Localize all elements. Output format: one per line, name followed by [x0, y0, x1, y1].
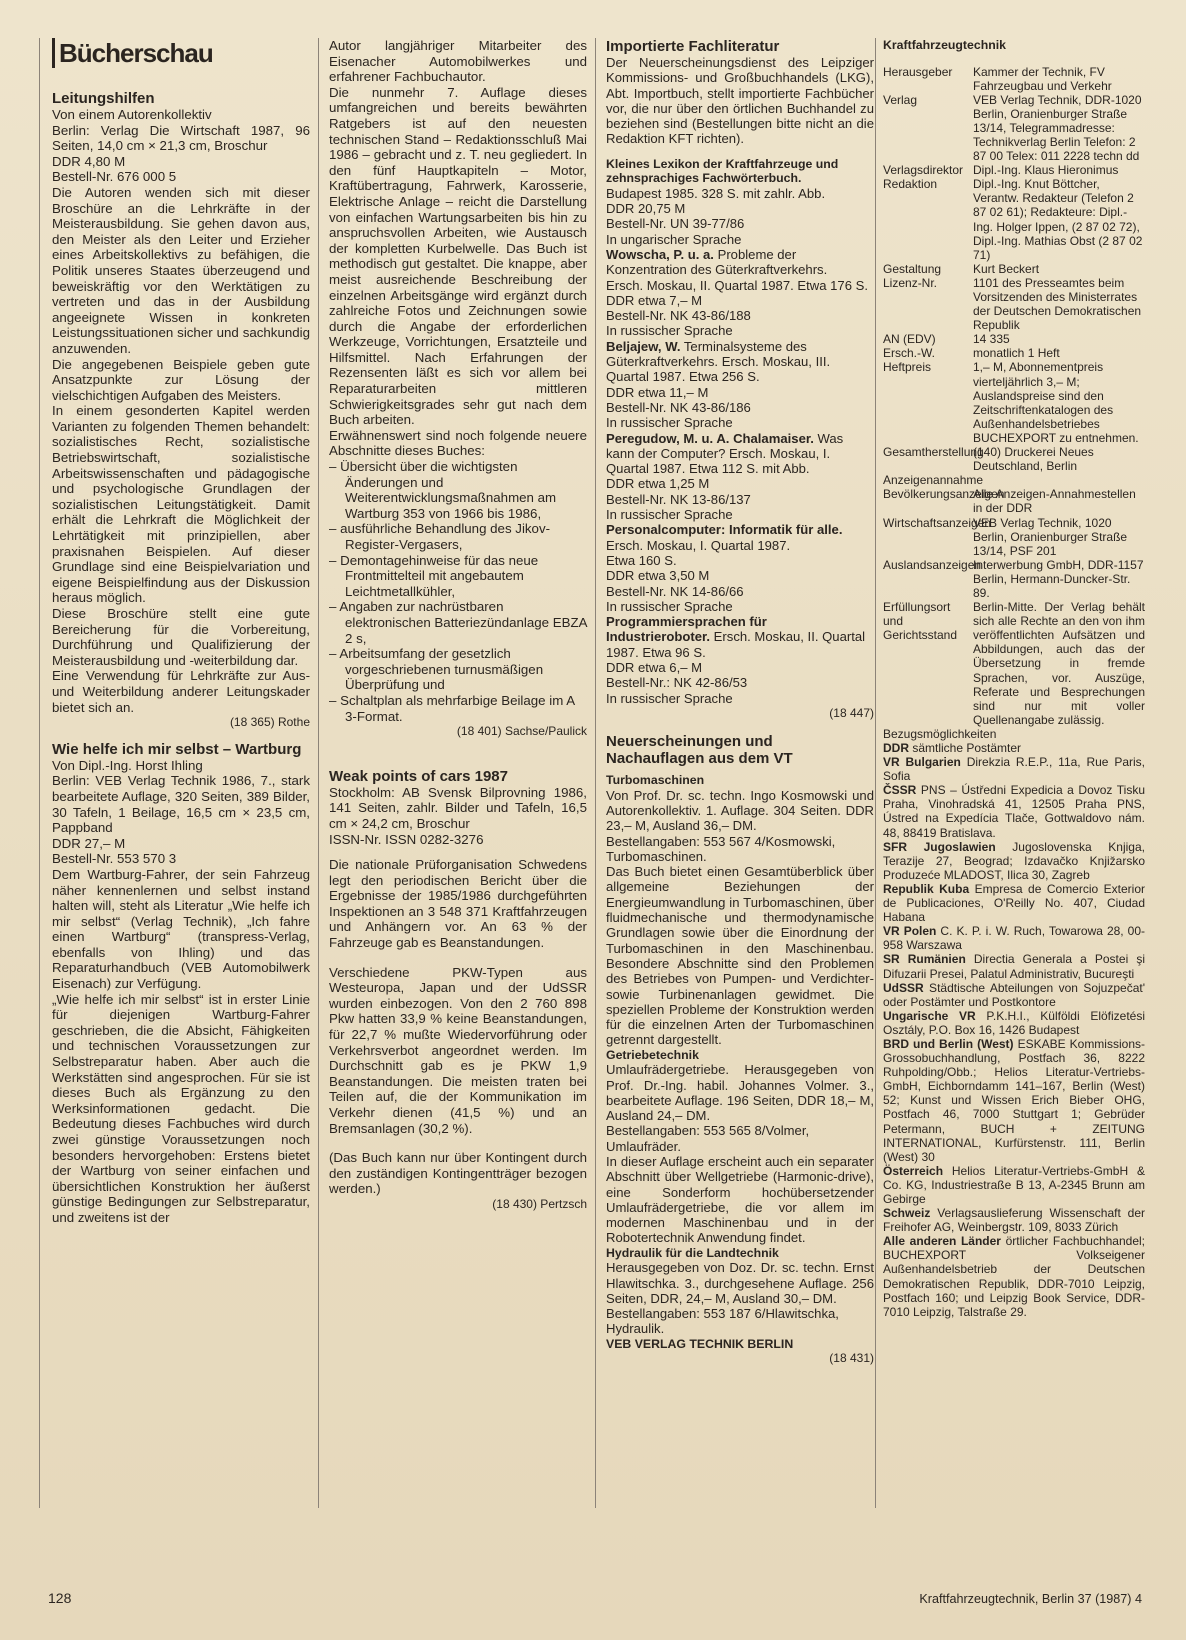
imprint-value: monatlich 1 Heft: [973, 346, 1060, 361]
distributor-address: Jugoslovenska Knjiga, Terazije 27, Beograd; Izdavačko Knjižarsko Produzeće MLADOST, Ilica 30, Zagreb: [883, 839, 1145, 882]
imprint-row: [883, 276, 1145, 332]
imprint-row: [883, 332, 1145, 346]
review-paragraph: In einem gesonderten Kapitel werden Varianten zu folgenden Themen behandelt: sozialistisches Recht, sozialistische Betriebswirtschaft, sozialistische Arbeitswissenschaften und pädagogische und psychologische Grundlagen der sozialistischen Leitungstätigkeit. Damit erhält die Lehrkraft die Möglichkeit der Lehrtätigkeit mit prinzipiellen, aber praxisnahen Beispielen. Auf dieser Grundlage sind eine Beispielvariation und eigene Beispielfindung aus der Diskussion heraus möglich.: [52, 403, 310, 606]
distributor-address: P.K.H.I., Külföldi Elöfizetési Osztály, P.O. Box 16, 1426 Budapest: [883, 1008, 1146, 1037]
imprint-value: Interwerbung GmbH, DDR-1157 Berlin, Hermann-Duncker-Str. 89.: [973, 557, 1144, 600]
imprint-label: Erfüllungsort und Gerichtsstand: [883, 600, 958, 643]
review-price: DDR 4,80 M: [52, 153, 126, 169]
review-author: Von Dipl.-Ing. Horst Ihling: [52, 757, 203, 773]
vt-book-heading: Hydraulik für die Landtechnik: [606, 1245, 779, 1260]
review-price: DDR 27,– M: [52, 835, 126, 851]
book-line: Bestell-Nr. NK 14-86/66: [606, 583, 744, 599]
vt-book-details: Von Prof. Dr. sc. techn. Ingo Kosmowski und Autorenkollektiv. 1. Auflage. 304 Seiten. DDR 23,– M, Ausland 36,– DM.: [606, 787, 874, 834]
distributor-entry: [883, 840, 1145, 882]
distributor-country: UdSSR: [883, 980, 924, 995]
book-entry: [606, 247, 874, 339]
imprint-label: Auslandsanzeigen: [883, 557, 982, 572]
imprint-label: Ersch.-W.: [883, 346, 936, 361]
vt-book-order: Bestellangaben: 553 187 6/Hlawitschka, Hydraulik.: [606, 1306, 839, 1337]
review-signature: (18 430) Pertzsch: [492, 1196, 587, 1211]
imprint-label: Gestaltung: [883, 261, 942, 276]
book-line: Budapest 1985. 328 S. mit zahlr. Abb.: [606, 185, 826, 201]
imprint-label: Wirtschaftsanzeigen: [883, 515, 992, 530]
review-paragraph: Die nationale Prüforganisation Schwedens legt den periodischen Bericht über die Ergebnisse der 1985/1986 durchgeführten Inspektionen an 3 548 371 Kraftfahrzeugen und Anhängern vor. An 63 % der Fahrzeuge gab es Beanstandungen.: [329, 857, 587, 951]
book-line: Bestell-Nr. NK 13-86/137: [606, 491, 751, 507]
distributor-country: Ungarische VR: [883, 1008, 976, 1023]
column-1: [52, 38, 310, 1226]
section-title: Importierte Fachliteratur: [606, 38, 780, 55]
column-rule-1: [39, 38, 40, 1508]
review-publication: Stockholm: AB Svensk Bilprovning 1986, 141 Seiten, zahlr. Bilder und Tafeln, 16,5 cm × 24,2 cm, Broschur: [329, 784, 587, 831]
distributor-country: DDR: [883, 741, 909, 755]
review-paragraph: „Wie helfe ich mir selbst“ ist in erster Linie für diejenigen Wartburg-Fahrer geschrieben, die die Absicht, Fähigkeiten und technischen Voraussetzungen zur Selbstreparatur haben. Aber auch die Werkstätten sind angesprochen. Für sie ist dieses Buch als Ergänzung zu den Werksinformationen gedacht. Die Bedeutung dieses Fachbuches wird durch zwei günstige Voraussetzungen noch besonders hervorgehoben: Erstens bietet der Wartburg von seiner einfachen und übersichtlichen Konstruktion her äußerst günstige Bedingungen zur Selbstreparatur, und zweitens ist der: [52, 991, 310, 1225]
review-issn: ISSN-Nr. ISSN 0282-3276: [329, 831, 484, 847]
list-item: – Demontagehinweise für das neue Frontmittelteil mit angebautem Leichtmetallkühler,: [329, 552, 539, 599]
book-line: Ersch. Moskau, I. Quartal 1987.: [606, 537, 791, 553]
book-entry: [606, 431, 874, 523]
imprint-value: (140) Druckerei Neues Deutschland, Berlin: [973, 445, 1094, 474]
distributor-address: sämtliche Postämter: [909, 741, 1022, 755]
section-intro: Der Neuerscheinungsdienst des Leipziger Kommissions- und Großbuchhandels (LKG), Abt. Importbuch, stellt importierte Fachbücher vor, die nur über den örtlichen Buchhandel zu beziehen sind (Bestellungen bitte nicht an die Redaktion KFT richten).: [606, 55, 874, 147]
imprint-column: [883, 38, 1145, 1319]
distributor-entry: [883, 1206, 1145, 1234]
column-rule-2: [318, 38, 319, 1508]
book-entry: [606, 522, 874, 614]
list-item: – Übersicht über die wichtigsten Änderungen und Weiterentwicklungsmaßnahmen am Wartburg 353 von 1966 bis 1986,: [329, 459, 557, 521]
book-line: In russischer Sprache: [606, 323, 733, 339]
book-author: Personalcomputer: Informatik für alle.: [606, 522, 843, 538]
review-title: Weak points of cars 1987: [329, 767, 508, 785]
book-title: Probleme der Konzentration des Güterkraftverkehrs.: [606, 246, 828, 278]
distributor-entry: [883, 981, 1145, 1009]
distributor-country: VR Bulgarien: [883, 755, 961, 770]
book-line: DDR 20,75 M: [606, 201, 686, 217]
distributor-entry: [883, 755, 1145, 783]
imprint-value: 1101 des Presseamtes beim Vorsitzenden des Ministerrates der Deutschen Demokratischen Republik: [973, 275, 1142, 333]
column-rule-4: [875, 38, 876, 1508]
book-line: Bestell-Nr. NK 43-86/186: [606, 399, 751, 415]
distributor-country: Schweiz: [883, 1206, 931, 1221]
distributor-address: örtlicher Fachbuchhandel; BUCHEXPORT Volkseigener Außenhandelsbetrieb der Deutschen Demokratischen Republik, DDR-7010 Leipzig, Postfach 160; und Leipzig Book Service, DDR-7010 Leipzig, Talstraße 29.: [883, 1234, 1145, 1319]
distributor-entry: [883, 1009, 1145, 1037]
vt-book-details: Herausgegeben von Doz. Dr. sc. techn. Ernst Hlawitschka. 3., durchgesehene Auflage. 256 Seiten, DDR, 24,– M, Ausland 30,– DM.: [606, 1260, 874, 1306]
book-line: DDR etwa 1,25 M: [606, 476, 710, 492]
review-paragraph: Verschiedene PKW-Typen aus Westeuropa, Japan und der UdSSR wurden einbezogen. Von den 2 760 898 Pkw hatten 33,9 % keine Beanstandungen, für 22,7 % mußte Wiedervorführung oder Verkehrsverbot angeordnet werden. Im Durchschnitt gab es je PKW 1,9 Beanstandungen. Die meisten traten bei Teilen auf, die der Kommunikation im Verkehr dienen (41,5 %) und an Bremsanlagen (30,2 %).: [329, 964, 587, 1136]
publisher-name: VEB VERLAG TECHNIK BERLIN: [606, 1336, 794, 1351]
review-paragraph: Die Autoren wenden sich mit dieser Broschüre an die Lehrkräfte in der Meisterausbildung. Sie gehen davon aus, den Meister als den Leiter und Erzieher eines Arbeitskollektivs zu befähigen, die Politik unseres Staates überzeugend und beweiskräftig vor den Werktätigen zu vertreten und das in der Ausbildung angeeignete Wissen in konkreten Leistungssituationen sicher und sachkundig anzuwenden.: [52, 184, 310, 356]
vt-book-order: Bestellangaben: 553 565 8/Volmer, Umlaufräder.: [606, 1123, 810, 1154]
book-title: Was kann der Computer? Ersch. Moskau, I. Quartal 1987. Etwa 112 S. mit Abb.: [606, 430, 844, 477]
imprint-title: Kraftfahrzeugtechnik: [883, 38, 1006, 52]
review-paragraph: Dem Wartburg-Fahrer, der sein Fahrzeug näher kennenlernen und selbst instand halten will, steht als Literatur „Wie helfe ich mir selbst“ (Verlag Technik), „Ich fahre einen Wartburg“ (transpress-Verlag, ebenfalls von Ihling) und das Reparaturhandbuch (VEB Automobilwerk Eisenach) zur Verfügung.: [52, 866, 310, 992]
imprint-value: Dipl.-Ing. Knut Böttcher, Verantw. Redakteur (Telefon 2 87 02 61); Redakteure: Dipl.-Ing. Holger Ippen, (2 87 02 72), Dipl.-Ing. Mathias Obst (2 87 02 71): [973, 177, 1143, 262]
book-line: In russischer Sprache: [606, 415, 733, 431]
vt-book-description: Das Buch bietet einen Gesamtüberblick über allgemeine Beziehungen der Energieumwandlung in Turbomaschinen, über fluidmechanische und thermodynamische Grundlagen sowie über die Einordnung der Turbomaschinen in den Maschinenbau. Besondere Abschnitte sind den Problemen des Betriebes von Pumpen- und Verdichter- sowie Turbinenanlagen gewidmet. Die speziellen Probleme der Konstruktion werden für die einzelnen Arten der Turbomaschinen getrennt dargestellt.: [606, 864, 874, 1048]
imprint-row: [883, 262, 1145, 276]
book-author: Wowscha, P. u. a.: [606, 246, 714, 262]
imprint-value: Kurt Beckert: [973, 261, 1040, 276]
distributor-address: PNS – Ústředni Expedicia a Dovoz Tisku Praha, Vinohradská 41, 12505 Praha PNS, Ústred na Expedícia Tlače, Gottwaldovo nám. 48, 88419 Bratislava.: [883, 783, 1145, 840]
list-item: – Arbeitsumfang der gesetzlich vorgeschriebenen turnusmäßigen Überprüfung und: [329, 646, 544, 693]
column-3: [606, 38, 874, 1371]
book-author: Programmiersprachen für Industrieroboter.: [606, 614, 767, 645]
list-item: – ausführliche Behandlung des Jikov-Register-Vergasers,: [329, 521, 551, 552]
review-author: Von einem Autorenkollektiv: [52, 107, 212, 122]
review-wartburg: [52, 741, 310, 1226]
review-order-number: Bestell-Nr. 676 000 5: [52, 169, 177, 185]
distributor-address: ESKABE Kommissions-Grossobuchhandlung, Postfach 36, 8222 Ruhpolding/Obb.; Helios Literatur-Vertriebs-GmbH, Eichborndamm 141–167, Berlin (West) 52; Kunst und Wissen Erich Bieber OHG, Postfach 46, 7000 Stuttgart 1; Gebrüder Petermann, BUCH + ZEITUNG INTERNATIONAL, Kurfürstenstr. 111, Berlin (West) 30: [883, 1036, 1145, 1164]
imprint-heading: Anzeigenannahme: [883, 473, 984, 488]
imprint-value: 14 335: [973, 332, 1010, 347]
vt-book-details: Umlaufrädergetriebe. Herausgegeben von Prof. Dr.-Ing. habil. Johannes Volmer. 3., bearbeitete Auflage. 196 Seiten, DDR 18,– M, Ausland 24,– DM.: [606, 1062, 874, 1124]
book-line: DDR etwa 7,– M: [606, 292, 703, 308]
book-entry: [606, 339, 874, 431]
page-title: Bücherschau: [52, 38, 310, 68]
imprint-label: AN (EDV): [883, 332, 936, 347]
vt-book-order: Bestellangaben: 553 567 4/Kosmowski, Turbomaschinen.: [606, 833, 836, 864]
imprint-value: Dipl.-Ing. Klaus Hieronimus: [973, 163, 1119, 178]
review-paragraph: Die nunmehr 7. Auflage dieses umfangreichen und bereits bewährten Ratgebers ist auf den neuesten technischen Stand – Redaktionsschluß Mai 1986 – gebracht und z. T. neu gegliedert. In den fünf Hauptkapiteln – Motor, Kraftübertragung, Fahrwerk, Karosserie, Elektrische Anlage – reicht die Darstellung von einfachen Wartungsarbeiten bis hin zu anspruchsvollen Arbeiten, wie Austausch der kompletten Kurbelwelle. Das Buch ist methodisch gut gestaltet. Die knappe, aber meist ausreichende Beschreibung der einzelnen Arbeitsgänge wird ergänzt durch zahlreiche Fotos und Zeichnungen sowie durch die Angabe der erforderlichen Werkzeuge, Vorrichtungen, Ersatzteile und Hilfsmittel. Nach Erfahrungen der Rezensenten läßt es sich vor allem bei Reparaturarbeiten mittleren Schwierigkeitsgrades sehr gut nach dem Buch arbeiten.: [329, 84, 587, 428]
review-paragraph: Autor langjähriger Mitarbeiter des Eisenacher Automobilwerkes und erfahrener Fachbuchautor.: [329, 38, 587, 85]
review-publication: Berlin: VEB Verlag Technik 1986, 7., stark bearbeitete Auflage, 320 Seiten, 389 Bilder, 30 Tafeln, 1 Beilage, 16,5 cm × 23,5 cm, Pappband: [52, 773, 310, 836]
distributor-entry: [883, 1234, 1145, 1319]
distributor-country: Alle anderen Länder: [883, 1234, 1001, 1249]
distributor-entry: [883, 783, 1145, 839]
imprint-label: Bevölkerungsanzeigen: [883, 487, 1005, 502]
journal-footer: Kraftfahrzeugtechnik, Berlin 37 (1987) 4: [919, 1592, 1142, 1606]
book-entry: [606, 157, 874, 247]
book-line: Ersch. Moskau, II. Quartal 1987. Etwa 176 S.: [606, 277, 869, 293]
review-weak-points: [329, 768, 587, 1213]
imprint-value: 1,– M, Abonnementpreis vierteljährlich 3,– M; Auslandspreise sind den Zeitschriftenkatalogen des Außenhandelsbetriebes BUCHEXPORT zu entnehmen.: [973, 360, 1139, 445]
distributor-entry: [883, 1164, 1145, 1206]
column-rule-3: [595, 38, 596, 1508]
vt-book-heading: Turbomaschinen: [606, 773, 705, 788]
review-signature: (18 401) Sachse/Paulick: [456, 724, 587, 739]
imprint-row: [883, 516, 1145, 558]
review-paragraph: Eine Verwendung für Lehrkräfte zur Aus- und Weiterbildung anderer Leitungskader bietet sich an.: [52, 668, 310, 715]
distributor-entry: [883, 924, 1145, 952]
distributor-entry: [883, 882, 1145, 924]
book-line: In russischer Sprache: [606, 598, 733, 614]
review-paragraph: Diese Broschüre stellt eine gute Bereicherung für die Vorbereitung, Durchführung und Qualifizierung der Meisterausbildung und -weiterbildung dar.: [52, 606, 310, 668]
imprint-row: [883, 445, 1145, 473]
section-title: Neuerscheinungen und Nachauflagen aus dem VT: [606, 733, 793, 768]
distributor-address: Verlagsauslieferung Wissenschaft der Freihofer AG, Weinbergstr. 109, 8033 Zürich: [883, 1206, 1145, 1235]
book-title: Ersch. Moskau, II. Quartal 1987. Etwa 96 S.: [606, 629, 866, 660]
imprint-value: Kammer der Technik, FV Fahrzeugbau und Verkehr: [973, 64, 1112, 93]
imprint-row: [883, 558, 1145, 600]
distributor-address: Empresa de Comercio Exterior de Publicaciones, O'Reilly No. 407, Ciudad Habana: [883, 881, 1145, 925]
book-line: In russischer Sprache: [606, 507, 733, 523]
section-signature: (18 447): [829, 705, 874, 720]
review-publication: Berlin: Verlag Die Wirtschaft 1987, 96 Seiten, 14,0 cm × 21,3 cm, Broschur: [52, 122, 310, 154]
page-number: 128: [48, 1590, 72, 1606]
imprint-row: [883, 600, 1145, 727]
book-entry: [606, 614, 874, 706]
imprint-label: Verlagsdirektor: [883, 163, 964, 178]
vt-book-description: In dieser Auflage erscheint auch ein separater Abschnitt über Wellgetriebe (Harmonic-drive), eine Sonderform hochübersetzender Umlaufrädergetriebe, die vor allem im modernen Maschinenbau und in der Robotertechnik Anwendung findet.: [606, 1154, 874, 1246]
review-leitungshilfen: [52, 90, 310, 731]
book-line: Bestell-Nr.: NK 42-86/53: [606, 675, 748, 691]
imprint-label: Herausgeber: [883, 64, 953, 79]
distributor-address: Helios Literatur-Vertriebs-GmbH & Co. KG, Industriestraße B 13, A-2345 Brunn am Gebirge: [883, 1163, 1145, 1206]
distributor-address: C. K. P. i. W. Ruch, Towarowa 28, 00-958 Warszawa: [883, 924, 1146, 953]
distributor-country: Österreich: [883, 1163, 944, 1178]
book-line: DDR etwa 6,– M: [606, 659, 703, 675]
imprint-value: Berlin-Mitte. Der Verlag behält sich alle Rechte an den von ihm veröffentlichten Aufsätzen und Abbildungen, auch das der Übersetzung in fremde Sprachen, vor. Auszüge, Referate und Besprechungen sind nur mit voller Quellenangabe zulässig.: [973, 600, 1145, 727]
review-signature: (18 365) Rothe: [229, 715, 310, 730]
imprint-row: [883, 346, 1145, 360]
review-paragraph: Erwähnenswert sind noch folgende neuere Abschnitte dieses Buches:: [329, 427, 587, 459]
review-order-number: Bestell-Nr. 553 570 3: [52, 851, 177, 867]
section-signature: (18 431): [829, 1351, 874, 1366]
imprint-row: [883, 65, 1145, 93]
imprint-row: [883, 177, 1145, 262]
book-line: In ungarischer Sprache: [606, 231, 742, 247]
book-line: In russischer Sprache: [606, 690, 733, 706]
distributor-country: VR Polen: [883, 924, 937, 939]
distributor-address: Direkzia R.E.P., 11a, Rue Paris, Sofia: [883, 755, 1145, 784]
book-author: Beljajew, W.: [606, 338, 681, 354]
imprint-label: Gesamtherstellung: [883, 445, 984, 460]
vt-book-entry: [606, 1048, 874, 1246]
book-author: Peregudow, M. u. A. Chalamaiser.: [606, 430, 814, 446]
imprint-label: Lizenz-Nr.: [883, 275, 938, 290]
distributor-address: Städtische Abteilungen von Sojuzpečat' oder Postämter und Postkontore: [883, 980, 1145, 1009]
vt-book-heading: Getriebetechnik: [606, 1047, 699, 1062]
review-paragraph: Die angegebenen Beispiele geben gute Ansatzpunkte zur Lösung der vielschichtigen Aufgaben des Meisters.: [52, 356, 310, 403]
list-item: – Angaben zur nachrüstbaren elektronischen Batteriezündanlage EBZA 2 s,: [329, 599, 587, 646]
imprint-value: VEB Verlag Technik, 1020 Berlin, Oranienburger Straße 13/14, PSF 201: [973, 515, 1128, 558]
imprint-heading: Bezugsmöglichkeiten: [883, 726, 997, 741]
imprint-row: [883, 360, 1145, 445]
column-2: [329, 38, 587, 1217]
book-line: Bestell-Nr. NK 43-86/188: [606, 308, 751, 324]
imprint-row: [883, 163, 1145, 177]
imprint-row: [883, 93, 1145, 163]
book-line: Bestell-Nr. UN 39-77/86: [606, 216, 745, 232]
book-title: Terminalsysteme des Güterkraftverkehrs. Ersch. Moskau, III. Quartal 1987. Etwa 256 S.: [606, 338, 831, 385]
imprint-label: Heftpreis: [883, 360, 932, 375]
distributor-country: ČSSR: [883, 783, 917, 798]
book-line: DDR etwa 3,50 M: [606, 568, 710, 584]
distributor-entry: [883, 952, 1145, 980]
distributor-country: SR Rumänien: [883, 952, 966, 967]
imprint-value: Alle Anzeigen-Annahmestellen in der DDR: [973, 487, 1136, 516]
book-title: Kleines Lexikon der Kraftfahrzeuge und zehnsprachiges Fachwörterbuch.: [606, 156, 839, 186]
distributor-entry: [883, 741, 1145, 755]
review-title: Leitungshilfen: [52, 90, 155, 107]
imprint-row: [883, 487, 1145, 515]
distributor-country: BRD und Berlin (West): [883, 1036, 1014, 1051]
book-line: Etwa 160 S.: [606, 552, 677, 568]
review-paragraph: (Das Buch kann nur über Kontingent durch den zuständigen Kontingentträger bezogen werden.): [329, 1150, 587, 1197]
imprint-label: Verlag: [883, 92, 918, 107]
book-line: DDR etwa 11,– M: [606, 384, 709, 400]
distributor-country: SFR Jugoslawien: [883, 839, 996, 854]
imprint-value: VEB Verlag Technik, DDR-1020 Berlin, Oranienburger Straße 13/14, Telegrammadresse: Technikverlag Berlin Telefon: 2 87 00 Telex: 011 2228 techn dd: [973, 92, 1142, 164]
review-title: Wie helfe ich mir selbst – Wartburg: [52, 740, 302, 758]
imprint-label: Redaktion: [883, 177, 938, 192]
distributor-address: Directia Generala a Postei şi Difuzarii Presei, Palatul Administrativ, Bucureşti: [883, 952, 1145, 981]
distributor-entry: [883, 1037, 1145, 1164]
vt-book-entry: [606, 1246, 874, 1337]
vt-book-entry: [606, 773, 874, 1048]
list-item: – Schaltplan als mehrfarbige Beilage im A 3-Format.: [329, 692, 575, 724]
distributor-country: Republik Kuba: [883, 881, 970, 896]
